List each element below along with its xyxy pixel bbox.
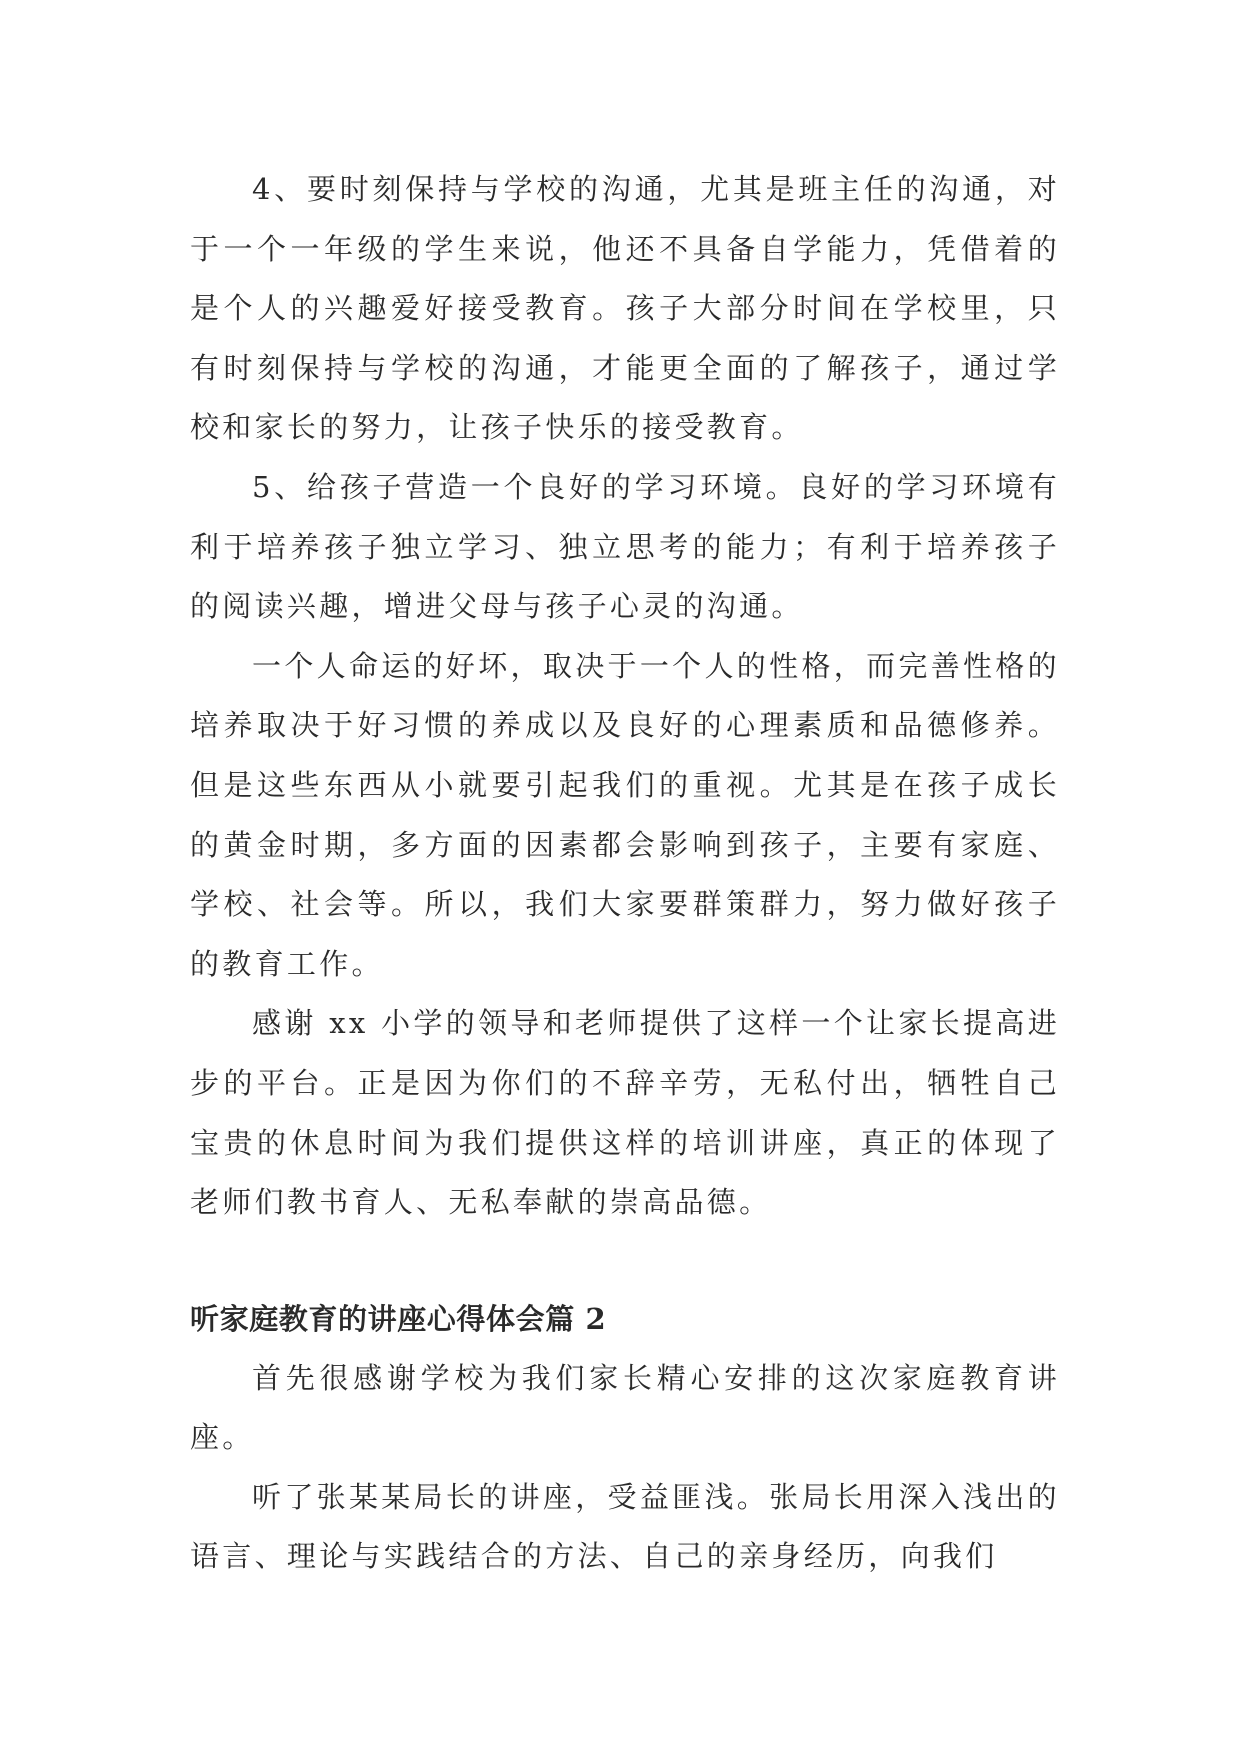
section-title: 听家庭教育的讲座心得体会篇 2: [190, 1301, 607, 1336]
paragraph-character-development: 一个人命运的好坏，取决于一个人的性格，而完善性格的培养取决于好习惯的养成以及良好的心理素质和品德修养。但是这些东西从小就要引起我们的重视。尤其是在孩子成长的黄金时期，多方面的因素都会影响到孩子，主要有家庭、学校、社会等。所以，我们大家要群策群力，努力做好孩子的教育工作。: [190, 648, 1060, 981]
paragraph-intro-thanks: 首先很感谢学校为我们家长精心安排的这次家庭教育讲座。: [190, 1360, 1060, 1455]
document-body: [190, 160, 1060, 1587]
paragraph-lecture-summary: 听了张某某局长的讲座，受益匪浅。张局长用深入浅出的语言、理论与实践结合的方法、自己的亲身经历，向我们: [190, 1479, 1060, 1574]
paragraph-thanks: 感谢 xx 小学的领导和老师提供了这样一个让家长提高进步的平台。正是因为你们的不辞辛劳，无私付出，牺牲自己宝贵的休息时间为我们提供这样的培训讲座，真正的体现了老师们教书育人、无私奉献的崇高品德。: [190, 1006, 1060, 1220]
paragraph-point-4: 4、要时刻保持与学校的沟通，尤其是班主任的沟通，对于一个一年级的学生来说，他还不具备自学能力，凭借着的是个人的兴趣爱好接受教育。孩子大部分时间在学校里，只有时刻保持与学校的沟通，才能更全面的了解孩子，通过学校和家长的努力，让孩子快乐的接受教育。: [190, 172, 1060, 445]
paragraph-point-5: 5、给孩子营造一个良好的学习环境。良好的学习环境有利于培养孩子独立学习、独立思考的能力；有利于培养孩子的阅读兴趣，增进父母与孩子心灵的沟通。: [190, 469, 1060, 624]
